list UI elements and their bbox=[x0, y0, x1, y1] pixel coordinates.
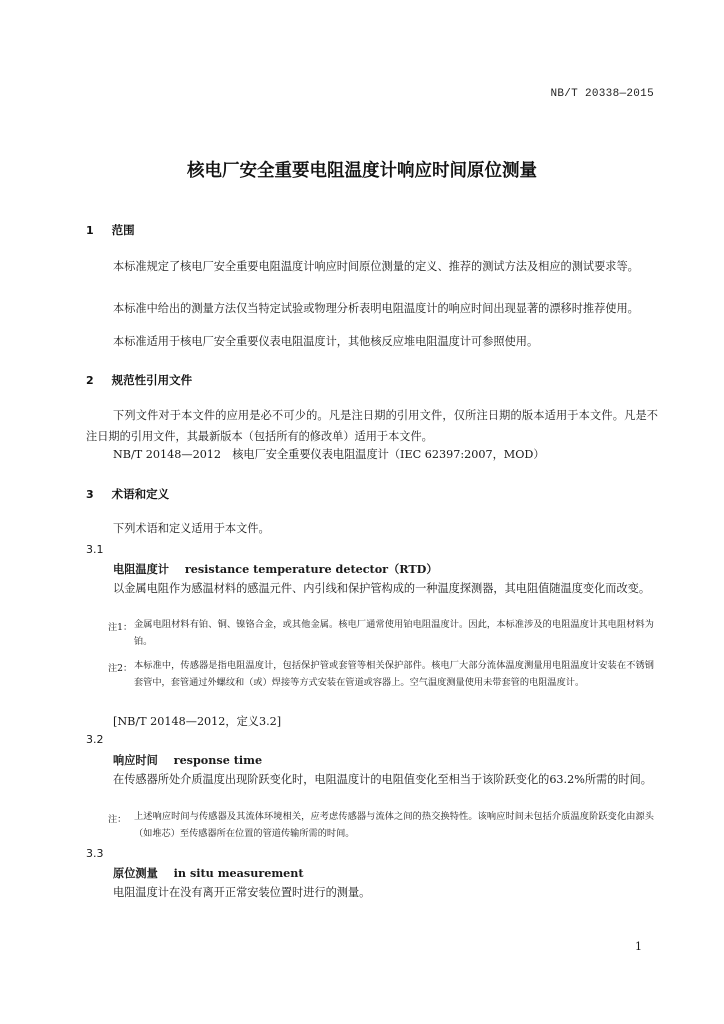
section-1-title: 范围 bbox=[111, 223, 135, 237]
section-2-number: 2 bbox=[86, 374, 94, 387]
term-3-1-source: [NB/T 20148—2012，定义3.2] bbox=[113, 715, 282, 728]
section-2-heading bbox=[86, 372, 192, 388]
term-3-2-number: 3.2 bbox=[86, 733, 104, 746]
term-3-1-name bbox=[113, 561, 438, 577]
section-2-title: 规范性引用文件 bbox=[111, 373, 193, 387]
term-3-3-name-en: in situ measurement bbox=[173, 866, 304, 880]
standard-code: NB/T 20338—2015 bbox=[550, 88, 654, 100]
term-3-3-definition: 电阻温度计在没有离开正常安装位置时进行的测量。 bbox=[113, 886, 371, 899]
section-1-paragraph-3: 本标准适用于核电厂安全重要仪表电阻温度计，其他核反应堆电阻温度计可参照使用。 bbox=[113, 335, 539, 348]
term-3-2-name-cn: 响应时间 bbox=[113, 754, 158, 767]
term-3-1-note-1-text: 金属电阻材料有铂、铜、镍铬合金，或其他金属。核电厂通常使用铂电阻温度计。因此，本标准涉及的电阻温度计其电阻材料为铂。 bbox=[134, 619, 654, 647]
term-3-2-definition: 在传感器所处介质温度出现阶跃变化时，电阻温度计的电阻值变化至相当于该阶跃变化的63.2%所需的时间。 bbox=[113, 773, 652, 786]
normative-reference: NB/T 20148—2012 核电厂安全重要仪表电阻温度计（IEC 62397:2007，MOD） bbox=[113, 448, 545, 461]
term-3-3-number: 3.3 bbox=[86, 847, 104, 860]
term-3-3-name bbox=[113, 865, 304, 881]
page-number: 1 bbox=[635, 940, 642, 953]
section-2-paragraph: 下列文件对于本文件的应用是必不可少的。凡是注日期的引用文件，仅所注日期的版本适用于本文件。凡是不注日期的引用文件，其最新版本（包括所有的修改单）适用于本文件。 bbox=[86, 409, 658, 443]
term-3-1-definition: 以金属电阻作为感温材料的感温元件、内引线和保护管构成的一种温度探测器，其电阻值随温度变化而改变。 bbox=[113, 582, 651, 595]
term-3-2-name-en: response time bbox=[173, 753, 263, 767]
term-3-1-note-2-label: 注2： bbox=[108, 663, 133, 674]
term-3-1-name-en: resistance temperature detector（RTD） bbox=[184, 562, 438, 576]
section-1-number: 1 bbox=[86, 224, 94, 237]
section-3-number: 3 bbox=[86, 488, 94, 501]
term-3-2-name bbox=[113, 752, 262, 768]
term-3-1-name-cn: 电阻温度计 bbox=[113, 563, 169, 576]
section-1-paragraph-2: 本标准中给出的测量方法仅当特定试验或物理分析表明电阻温度计的响应时间出现显著的漂移时推荐使用。 bbox=[113, 302, 639, 315]
section-3-title: 术语和定义 bbox=[111, 487, 170, 501]
section-1-paragraph-1: 本标准规定了核电厂安全重要电阻温度计响应时间原位测量的定义、推荐的测试方法及相应的测试要求等。 bbox=[113, 260, 639, 273]
term-3-1-note-1-label: 注1： bbox=[108, 622, 133, 633]
page-title: 核电厂安全重要电阻温度计响应时间原位测量 bbox=[187, 161, 537, 181]
term-3-2-note-label: 注： bbox=[108, 814, 127, 825]
term-3-3-name-cn: 原位测量 bbox=[113, 867, 158, 880]
term-3-2-note-text: 上述响应时间与传感器及其流体环境相关，应考虑传感器与流体之间的热交换特性。该响应时间未包括介质温度阶跃变化由源头（如堆芯）至传感器所在位置的管道传输所需的时间。 bbox=[134, 811, 654, 839]
section-1-heading bbox=[86, 222, 135, 238]
term-3-1-number: 3.1 bbox=[86, 543, 104, 556]
section-3-heading bbox=[86, 486, 169, 502]
term-3-1-note-2-text: 本标准中，传感器是指电阻温度计，包括保护管或套管等相关保护部件。核电厂大部分流体温度测量用电阻温度计安装在不锈钢套管中，套管通过外螺纹和（或）焊接等方式安装在管道或容器上。空气温度测量使用未带套管的电阻温度计。 bbox=[134, 660, 654, 688]
section-3-intro: 下列术语和定义适用于本文件。 bbox=[113, 522, 270, 535]
